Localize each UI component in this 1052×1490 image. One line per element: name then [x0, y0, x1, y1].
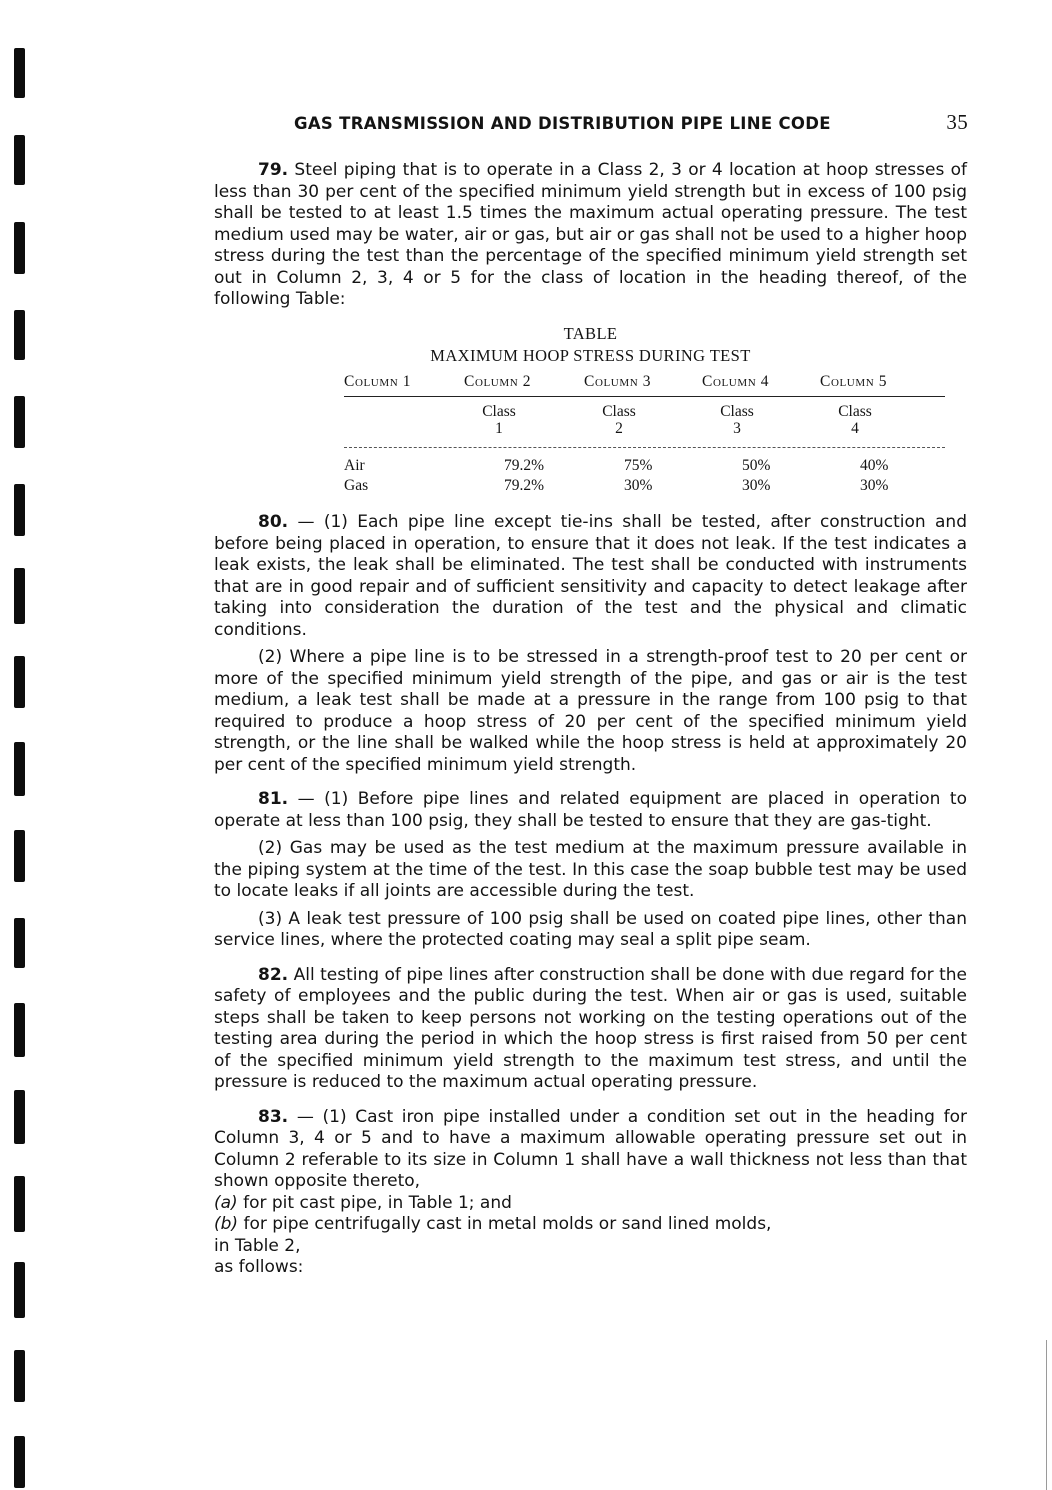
- binding-mark: [14, 1090, 25, 1144]
- class-cell: Class 4: [838, 403, 872, 437]
- section-number: 83.: [258, 1106, 289, 1127]
- binding-marks: [0, 0, 40, 1490]
- list-label: (b): [214, 1214, 239, 1234]
- section-text: All testing of pipe lines after construction shall be done with due regard for the safety of employees and the public during the test. When air or gas is used, suitable steps shall be taken to keep persons not working on the testing operations out of the testing area during the period in which the hoop stress is first raised from 50 per cent of the specified minimum yield strength to the maximum test stress, and until the pressure is reduced to the maximum actual operating pressure.: [214, 964, 967, 1092]
- list-item-b-continuation: in Table 2,: [214, 1235, 301, 1256]
- table-cell: 30%: [860, 477, 889, 494]
- table-cell: 75%: [624, 457, 653, 474]
- class-cell: Class 3: [720, 403, 754, 437]
- binding-mark: [14, 656, 25, 708]
- table-header-row: [344, 371, 945, 398]
- table-cell: 40%: [860, 457, 889, 474]
- section-text: — (1) Cast iron pipe installed under a condition set out in the heading for Column 3, 4 or 5 and to have a maximum allowable operating pressure set out in Column 2 referable to its size in Column 1 shall have a wall thickness not less than that shown opposite thereto,: [214, 1106, 967, 1191]
- list-label: (a): [214, 1192, 238, 1213]
- section-80-subsection: (2) Where a pipe line is to be stressed in a strength-proof test to 20 per cent or more of the specified minimum yield strength of the pipe, and gas or air is the test medium, a leak test shall be made at a pressure in the range from 100 psig to that required to produce a hoop stress of 20 per cent of the specified minimum yield strength, or the line shall be walked while the hoop stress is held at approximately 20 per cent of the specified minimum yield strength.: [214, 647, 967, 775]
- section-79: [214, 160, 967, 311]
- hoop-stress-table: [214, 323, 967, 497]
- binding-mark: [14, 310, 25, 360]
- section-text: Steel piping that is to operate in a Class 2, 3 or 4 location at hoop stresses of less than 30 per cent of the specified minimum yield strength but in excess of 100 psig shall be tested to at least 1.5 times the maximum actual operating pressure. The test medium used may be water, air or gas, but air or gas shall not be used to a higher hoop stress during the test than the percentage of the specified minimum yield strength set out in Column 2, 3, 4 or 5 for the class of location in the heading thereof, of the following Table:: [214, 160, 967, 309]
- closing-line: as follows:: [214, 1257, 304, 1277]
- section-text: — (1) Before pipe lines and related equipment are placed in operation to operate at less than 100 psig, they shall be tested to ensure that they are gas-tight.: [214, 789, 967, 831]
- section-text: — (1) Each pipe line except tie-ins shall be tested, after construction and before being placed in operation, to ensure that it does not leak. If the test indicates a leak exists, the leak shall be eliminated. The test shall be conducted with instruments that are in good repair and of sufficient sensitivity and capacity to detect leakage after taking into consideration the duration of the test and the physical and climatic conditions.: [214, 512, 967, 640]
- table-body: [344, 456, 945, 496]
- page-number: 35: [946, 110, 968, 134]
- binding-mark: [14, 1003, 25, 1057]
- binding-mark: [14, 742, 25, 796]
- column-header: Column 1: [344, 372, 412, 390]
- section-80: [214, 512, 967, 641]
- table-cell: 79.2%: [504, 477, 545, 494]
- binding-mark: [14, 135, 25, 185]
- class-cell: Class 1: [482, 403, 516, 437]
- table-cell: 30%: [742, 477, 771, 494]
- list-text: for pit cast pipe, in Table 1; and: [243, 1192, 512, 1213]
- section-81: [214, 789, 967, 832]
- binding-mark: [14, 484, 25, 536]
- body-text: [214, 160, 967, 1279]
- edge-line: [1046, 1340, 1047, 1490]
- section-83: [214, 1107, 967, 1193]
- binding-mark: [14, 222, 25, 274]
- section-81-subsection: (2) Gas may be used as the test medium at the maximum pressure available in the piping system at the time of the test. In this case the soap bubble test may be used to locate leaks if all joints are accessible during the test.: [214, 838, 967, 901]
- binding-mark: [14, 830, 25, 882]
- running-header: [294, 110, 968, 140]
- section-82: [214, 965, 967, 1094]
- binding-mark: [14, 918, 25, 968]
- table-cell: 50%: [742, 457, 771, 474]
- row-label: Air: [344, 457, 365, 474]
- class-cell: Class 2: [602, 403, 636, 437]
- column-header: Column 5: [820, 372, 888, 390]
- list-text: for pipe centrifugally cast in metal molds or sand lined molds,: [243, 1214, 772, 1234]
- table-cell: 30%: [624, 477, 653, 494]
- section-81-subsection: (3) A leak test pressure of 100 psig shall be used on coated pipe lines, other than service lines, where the protected coating may seal a split pipe seam.: [214, 908, 967, 950]
- binding-mark: [14, 568, 25, 624]
- column-header: Column 3: [584, 372, 652, 390]
- binding-mark: [14, 396, 25, 448]
- header-title: GAS TRANSMISSION AND DISTRIBUTION PIPE LINE CODE: [294, 114, 831, 133]
- table-cell: 79.2%: [504, 457, 545, 474]
- column-header: Column 2: [464, 372, 532, 390]
- section-number: 81.: [258, 789, 289, 809]
- list-item-b: [214, 1214, 967, 1236]
- section-number: 79.: [258, 160, 289, 180]
- list-item-a: [214, 1193, 967, 1215]
- table-title: MAXIMUM HOOP STRESS DURING TEST: [430, 345, 751, 365]
- section-number: 80.: [258, 512, 289, 532]
- binding-mark: [14, 48, 25, 98]
- binding-mark: [14, 1176, 25, 1232]
- binding-mark: [14, 1350, 25, 1402]
- table-class-row: [344, 403, 945, 448]
- table-caption: TABLE: [563, 323, 618, 343]
- section-number: 82.: [258, 964, 289, 985]
- binding-mark: [14, 1436, 25, 1488]
- column-header: Column 4: [702, 372, 770, 390]
- binding-mark: [14, 1262, 25, 1318]
- row-label: Gas: [344, 477, 369, 494]
